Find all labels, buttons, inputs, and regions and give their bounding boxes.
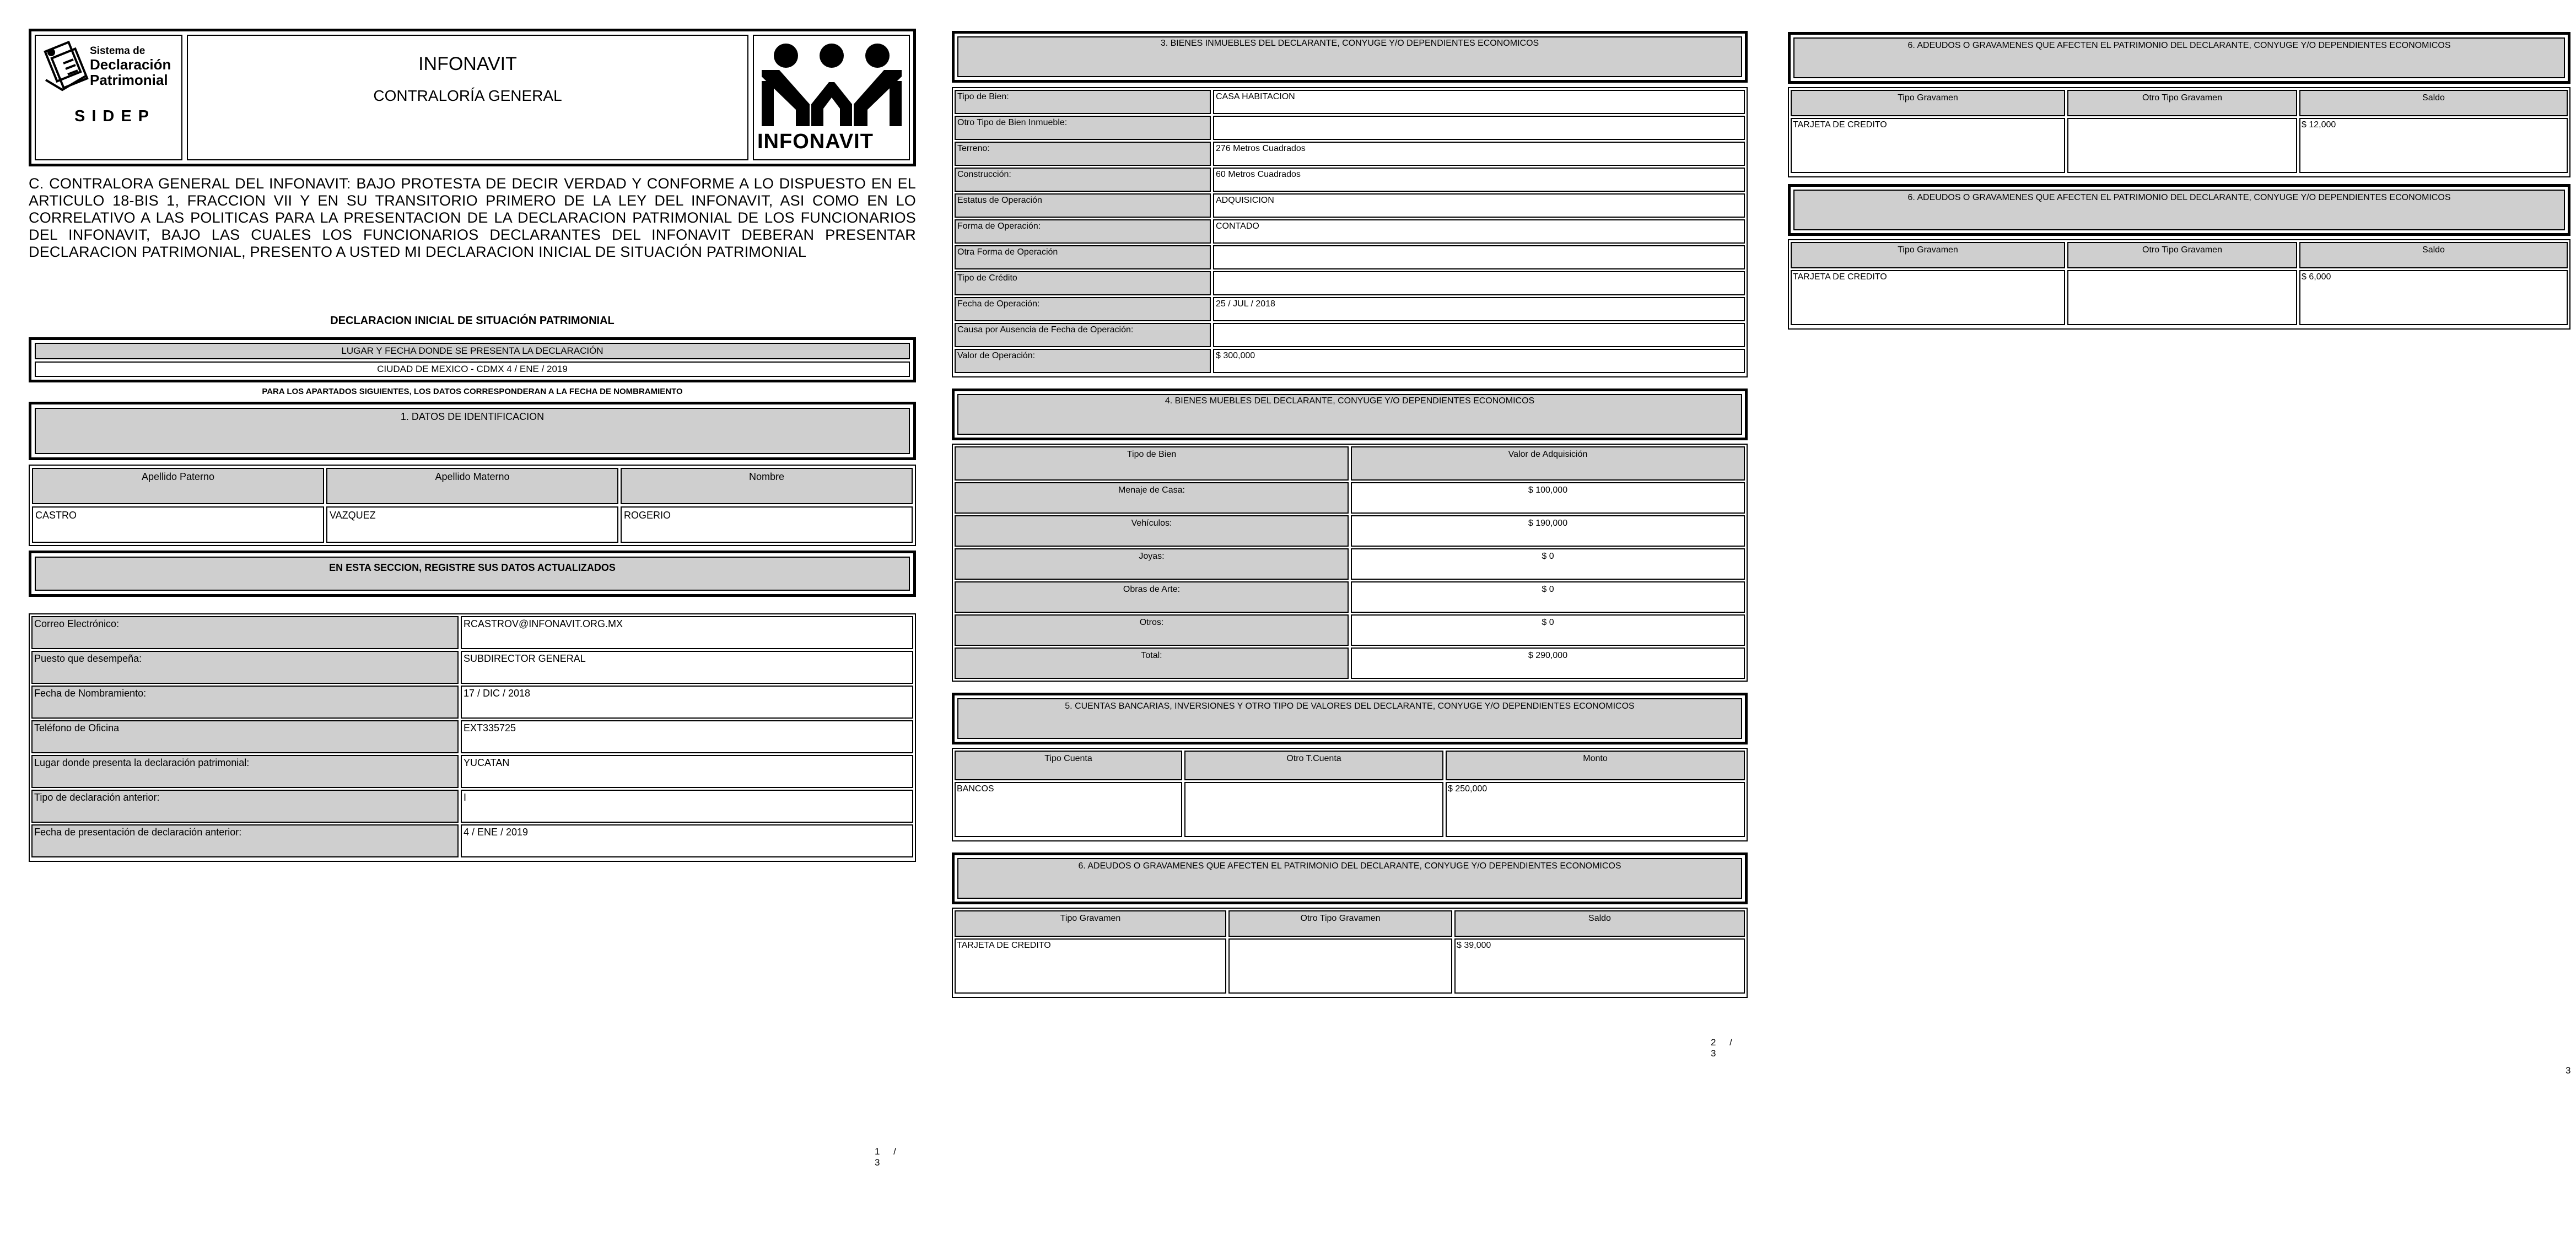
value-otro-tipo-gravamen <box>1228 938 1452 994</box>
field-value: YUCATAN <box>461 755 913 788</box>
page-number: 2 / 3 <box>1711 1037 1738 1059</box>
mueble-row <box>955 581 1745 613</box>
value-nombre: ROGERIO <box>621 506 913 543</box>
value-tipo-gravamen: TARJETA DE CREDITO <box>955 938 1226 994</box>
header-saldo: Saldo <box>1454 910 1745 937</box>
section-5-title: 5. CUENTAS BANCARIAS, INVERSIONES Y OTRO TIPO DE VALORES DEL DECLARANTE, CONYUGE Y/O DEPENDIENTES ECONOMICOS <box>957 698 1742 739</box>
inmueble-value <box>1213 271 1745 295</box>
identification-value-row <box>32 506 913 543</box>
field-row <box>31 616 913 649</box>
infonavit-wordmark: INFONAVIT <box>757 130 874 153</box>
inmueble-label: Estatus de Operación <box>955 193 1211 218</box>
page3-adeudos-header: Saldo <box>2299 90 2568 116</box>
document-stack-icon <box>40 41 91 94</box>
inmueble-row <box>955 219 1745 244</box>
mueble-row <box>955 648 1745 679</box>
inmueble-label: Tipo de Bien: <box>955 90 1211 114</box>
field-value: RCASTROV@INFONAVIT.ORG.MX <box>461 616 913 649</box>
mueble-label: Total: <box>955 648 1349 679</box>
value-apellido-paterno: CASTRO <box>32 506 324 543</box>
field-value: 4 / ENE / 2019 <box>461 824 913 857</box>
value-otro-tipo-cuenta <box>1184 782 1443 837</box>
section-3-header <box>952 31 1748 83</box>
muebles-header-row <box>955 446 1745 481</box>
inmueble-row <box>955 90 1745 114</box>
inmueble-row <box>955 349 1745 373</box>
field-row <box>31 755 913 788</box>
declaration-title: DECLARACION INICIAL DE SITUACIÓN PATRIMONIAL <box>330 315 615 327</box>
page-3 <box>1788 32 2570 341</box>
field-value: EXT335725 <box>461 720 913 753</box>
page3-adeudos-header: Tipo Gravamen <box>1791 90 2065 116</box>
page3-adeudos-header: Tipo Gravamen <box>1791 242 2065 268</box>
page3-adeudos-value-row <box>1791 118 2568 173</box>
mueble-label: Vehículos: <box>955 515 1349 547</box>
inmueble-label: Tipo de Crédito <box>955 271 1211 295</box>
header-title: INFONAVIT <box>418 53 517 74</box>
field-row <box>31 651 913 684</box>
page-3-number-partial: 3 <box>2566 1065 2576 1076</box>
mueble-label: Menaje de Casa: <box>955 482 1349 514</box>
field-label: Fecha de Nombramiento: <box>31 686 459 719</box>
inmueble-value <box>1213 245 1745 269</box>
cuentas-value-row <box>955 782 1745 837</box>
section-5-header <box>952 693 1748 744</box>
field-row <box>31 686 913 719</box>
inmueble-value <box>1213 116 1745 140</box>
section-1-title: 1. DATOS DE IDENTIFICACION <box>35 408 910 454</box>
inmueble-value: 276 Metros Cuadrados <box>1213 142 1745 166</box>
inmueble-row <box>955 323 1745 347</box>
section-4-header <box>952 389 1748 440</box>
header-subtitle: CONTRALORÍA GENERAL <box>373 87 562 104</box>
section-6-header <box>952 852 1748 904</box>
infonavit-logo <box>753 35 910 160</box>
page3-adeudos-value <box>2067 270 2297 325</box>
section-4-title: 4. BIENES MUEBLES DEL DECLARANTE, CONYUGE Y/O DEPENDIENTES ECONOMICOS <box>957 394 1742 435</box>
header-valor-adquisicion: Valor de Adquisición <box>1351 446 1745 481</box>
inmueble-row <box>955 271 1745 295</box>
cuentas-header-row <box>955 751 1745 780</box>
update-section-title: EN ESTA SECCION, REGISTRE SUS DATOS ACTUALIZADOS <box>35 557 910 591</box>
inmueble-row <box>955 193 1745 218</box>
inmueble-value: CASA HABITACION <box>1213 90 1745 114</box>
inmuebles-table <box>952 87 1748 377</box>
mueble-row <box>955 614 1745 646</box>
header-otro-tipo-cuenta: Otro T.Cuenta <box>1184 751 1443 780</box>
page3-adeudos-header: Otro Tipo Gravamen <box>2067 90 2297 116</box>
page3-adeudos-header-row <box>1791 242 2568 268</box>
inmueble-value: $ 300,000 <box>1213 349 1745 373</box>
inmueble-label: Construcción: <box>955 168 1211 192</box>
inmueble-value: 25 / JUL / 2018 <box>1213 297 1745 321</box>
section-1-header <box>29 402 916 460</box>
field-value: I <box>461 790 913 823</box>
page3-adeudos-header-row <box>1791 90 2568 116</box>
inmueble-label: Causa por Ausencia de Fecha de Operación: <box>955 323 1211 347</box>
header-otro-tipo-gravamen: Otro Tipo Gravamen <box>1228 910 1452 937</box>
inmueble-row <box>955 116 1745 140</box>
page3-adeudos-value-row <box>1791 270 2568 325</box>
inmueble-value <box>1213 323 1745 347</box>
section-6-title: 6. ADEUDOS O GRAVAMENES QUE AFECTEN EL PATRIMONIO DEL DECLARANTE, CONYUGE Y/O DEPENDIENTES ECONOMICOS <box>957 858 1742 899</box>
mueble-value: $ 290,000 <box>1351 648 1745 679</box>
identification-table <box>29 465 916 546</box>
intro-statement: C. CONTRALORA GENERAL DEL INFONAVIT: BAJO PROTESTA DE DECIR VERDAD Y CONFORME A LO DISPUESTO EN EL ARTICULO 18-BIS 1, FRACCION VII Y EN SU TRANSITORIO PRIMERO DE LA LEY DEL INFONAVIT, ASI COMO EN LO CORRELATIVO A LAS POLITICAS PARA LA PRESENTACION DE LA DECLARACION PATRIMONIAL DE LOS FUNCIONARIOS DEL INFONAVIT, BAJO LAS CUALES LOS FUNCIONARIOS DECLARANTES DEL INFONAVIT DEBERAN PRESENTAR DECLARACION PATRIMONIAL, PRESENTO A USTED MI DECLARACION INICIAL DE SITUACIÓN PATRIMONIAL <box>29 175 916 260</box>
adeudos-table <box>952 908 1748 998</box>
section-3-title: 3. BIENES INMUEBLES DEL DECLARANTE, CONYUGE Y/O DEPENDIENTES ECONOMICOS <box>957 36 1742 77</box>
cuentas-table <box>952 748 1748 841</box>
mueble-label: Joyas: <box>955 548 1349 580</box>
page3-section-6-header <box>1788 184 2570 236</box>
value-apellido-materno: VAZQUEZ <box>326 506 618 543</box>
mueble-row <box>955 482 1745 514</box>
header-title-box <box>187 35 748 160</box>
field-row <box>31 720 913 753</box>
field-label: Teléfono de Oficina <box>31 720 459 753</box>
inmueble-row <box>955 297 1745 321</box>
page3-adeudos-table <box>1788 87 2570 177</box>
header-tipo-de-bien: Tipo de Bien <box>955 446 1349 481</box>
page-1 <box>29 29 916 1168</box>
page3-section-6-title: 6. ADEUDOS O GRAVAMENES QUE AFECTEN EL PATRIMONIO DEL DECLARANTE, CONYUGE Y/O DEPENDIENTES ECONOMICOS <box>1793 37 2565 78</box>
header-apellido-paterno: Apellido Paterno <box>32 468 324 504</box>
inmueble-label: Valor de Operación: <box>955 349 1211 373</box>
mueble-label: Otros: <box>955 614 1349 646</box>
nombramiento-note: PARA LOS APARTADOS SIGUIENTES, LOS DATOS CORRESPONDERAN A LA FECHA DE NOMBRAMIENTO <box>262 387 683 396</box>
page-2 <box>952 31 1748 1059</box>
muebles-table <box>952 444 1748 682</box>
field-label: Puesto que desempeña: <box>31 651 459 684</box>
inmueble-label: Terreno: <box>955 142 1211 166</box>
field-label: Fecha de presentación de declaración anterior: <box>31 824 459 857</box>
mueble-value: $ 0 <box>1351 548 1745 580</box>
page3-adeudos-value: TARJETA DE CREDITO <box>1791 118 2065 173</box>
sidep-wordmark: SIDEP <box>74 107 156 125</box>
inmueble-value: 60 Metros Cuadrados <box>1213 168 1745 192</box>
mueble-row <box>955 515 1745 547</box>
inmueble-label: Otro Tipo de Bien Inmueble: <box>955 116 1211 140</box>
document-header <box>29 29 916 166</box>
update-section-header <box>29 551 916 597</box>
page3-adeudos-header: Saldo <box>2299 242 2568 268</box>
infonavit-emblem-icon <box>757 38 906 126</box>
mueble-value: $ 100,000 <box>1351 482 1745 514</box>
sidep-logo <box>35 35 182 160</box>
page3-adeudos-value <box>2067 118 2297 173</box>
value-saldo: $ 39,000 <box>1454 938 1745 994</box>
page3-adeudos-value: TARJETA DE CREDITO <box>1791 270 2065 325</box>
header-nombre: Nombre <box>621 468 913 504</box>
updated-data-table <box>29 613 916 862</box>
field-value: SUBDIRECTOR GENERAL <box>461 651 913 684</box>
page3-section-6-header <box>1788 32 2570 84</box>
page3-adeudos-table <box>1788 239 2570 330</box>
page-number: 1 / 3 <box>875 1146 902 1168</box>
inmueble-label: Forma de Operación: <box>955 219 1211 244</box>
page3-adeudos-header: Otro Tipo Gravamen <box>2067 242 2297 268</box>
mueble-value: $ 190,000 <box>1351 515 1745 547</box>
inmueble-label: Otra Forma de Operación <box>955 245 1211 269</box>
header-monto: Monto <box>1446 751 1745 780</box>
lugar-fecha-value: CIUDAD DE MEXICO - CDMX 4 / ENE / 2019 <box>35 361 910 377</box>
page3-adeudos-value: $ 6,000 <box>2299 270 2568 325</box>
mueble-row <box>955 548 1745 580</box>
page3-section-6-title: 6. ADEUDOS O GRAVAMENES QUE AFECTEN EL PATRIMONIO DEL DECLARANTE, CONYUGE Y/O DEPENDIENTES ECONOMICOS <box>1793 190 2565 230</box>
mueble-label: Obras de Arte: <box>955 581 1349 613</box>
identification-header-row <box>32 468 913 504</box>
adeudos-header-row <box>955 910 1745 937</box>
adeudos-value-row <box>955 938 1745 994</box>
field-value: 17 / DIC / 2018 <box>461 686 913 719</box>
inmueble-row <box>955 168 1745 192</box>
inmueble-value: ADQUISICION <box>1213 193 1745 218</box>
mueble-value: $ 0 <box>1351 614 1745 646</box>
page3-adeudos-value: $ 12,000 <box>2299 118 2568 173</box>
mueble-value: $ 0 <box>1351 581 1745 613</box>
header-tipo-cuenta: Tipo Cuenta <box>955 751 1182 780</box>
value-monto: $ 250,000 <box>1446 782 1745 837</box>
field-label: Lugar donde presenta la declaración patrimonial: <box>31 755 459 788</box>
lugar-fecha-block <box>29 337 916 382</box>
inmueble-label: Fecha de Operación: <box>955 297 1211 321</box>
field-row <box>31 824 913 857</box>
field-label: Tipo de declaración anterior: <box>31 790 459 823</box>
header-tipo-gravamen: Tipo Gravamen <box>955 910 1226 937</box>
inmueble-row <box>955 142 1745 166</box>
inmueble-row <box>955 245 1745 269</box>
sidep-logo-text: Sistema de Declaración Patrimonial <box>90 45 171 88</box>
value-tipo-cuenta: BANCOS <box>955 782 1182 837</box>
field-label: Correo Electrónico: <box>31 616 459 649</box>
lugar-fecha-label: LUGAR Y FECHA DONDE SE PRESENTA LA DECLARACIÓN <box>35 343 910 359</box>
field-row <box>31 790 913 823</box>
inmueble-value: CONTADO <box>1213 219 1745 244</box>
header-apellido-materno: Apellido Materno <box>326 468 618 504</box>
